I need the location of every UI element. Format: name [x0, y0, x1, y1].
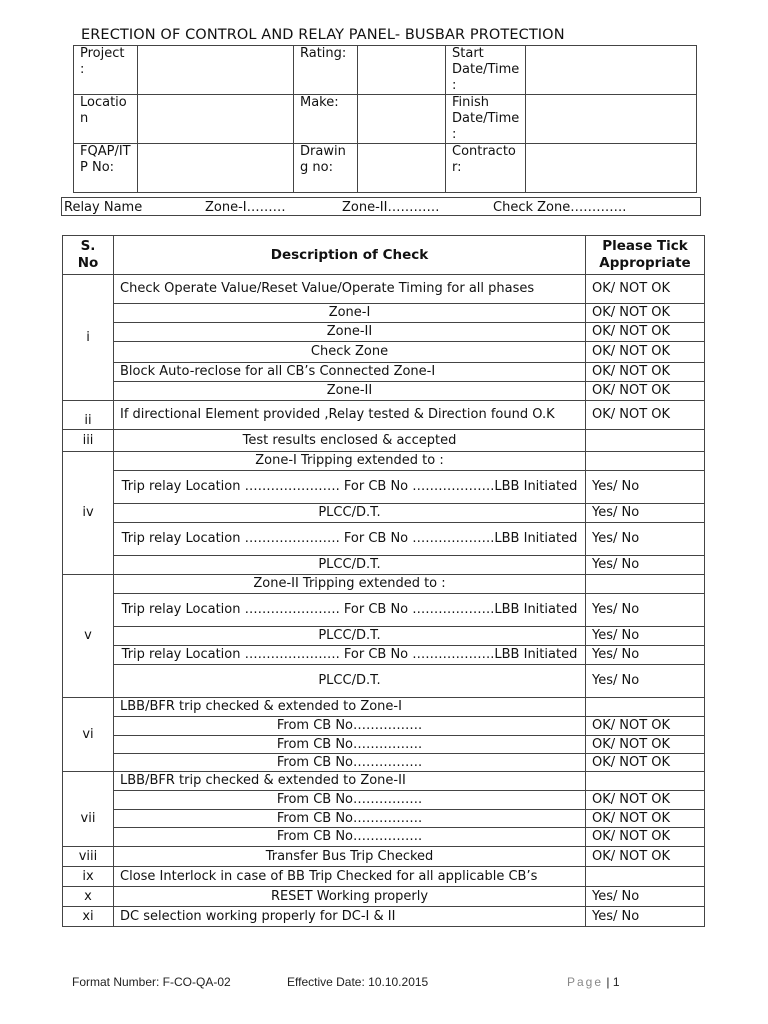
row-number: iii: [63, 430, 114, 452]
check-description: From CB No…………….: [114, 810, 586, 828]
check-row: [63, 665, 705, 698]
check-row: [63, 828, 705, 847]
start-label: Start Date/Time :: [446, 46, 526, 95]
fqap-label: FQAP/ITP No:: [74, 144, 138, 193]
check-description: Test results enclosed & accepted: [114, 430, 586, 452]
check-description: Trip relay Location …………………. For CB No ……………….LBB Initiated: [114, 594, 586, 627]
tick-option[interactable]: Yes/ No: [586, 504, 705, 523]
check-description: Check Operate Value/Reset Value/Operate Timing for all phases: [114, 275, 586, 304]
tick-option[interactable]: Yes/ No: [586, 907, 705, 927]
row-number: xi: [63, 907, 114, 927]
relay-check-zone[interactable]: Check Zone………….: [493, 200, 627, 215]
tick-option[interactable]: Yes/ No: [586, 665, 705, 698]
check-row: [63, 810, 705, 828]
start-value[interactable]: [526, 46, 697, 95]
tick-option[interactable]: OK/ NOT OK: [586, 791, 705, 810]
check-description: Zone-II: [114, 323, 586, 342]
check-row: [63, 772, 705, 791]
check-description: From CB No…………….: [114, 828, 586, 847]
row-number: x: [63, 887, 114, 907]
row-number: vii: [63, 772, 114, 847]
check-description: PLCC/D.T.: [114, 665, 586, 698]
tick-option[interactable]: [586, 772, 705, 791]
check-description: LBB/BFR trip checked & extended to Zone-II: [114, 772, 586, 791]
project-value[interactable]: [138, 46, 294, 95]
relay-zone2[interactable]: Zone-II…………: [342, 200, 440, 215]
check-row: [63, 504, 705, 523]
check-description: Block Auto-reclose for all CB’s Connected Zone-I: [114, 363, 586, 382]
check-description: LBB/BFR trip checked & extended to Zone-I: [114, 698, 586, 717]
check-row: [63, 304, 705, 323]
tick-option[interactable]: OK/ NOT OK: [586, 401, 705, 430]
make-label: Make:: [294, 95, 358, 144]
description-header: Description of Check: [114, 236, 586, 275]
tick-option[interactable]: OK/ NOT OK: [586, 754, 705, 772]
tick-option[interactable]: Yes/ No: [586, 594, 705, 627]
row-number: v: [63, 575, 114, 698]
row-number: ix: [63, 867, 114, 887]
checks-table: [62, 235, 705, 927]
check-row: [63, 401, 705, 430]
page-indicator: [567, 975, 620, 989]
check-row: [63, 323, 705, 342]
check-row: [63, 907, 705, 927]
tick-option[interactable]: Yes/ No: [586, 887, 705, 907]
check-row: [63, 452, 705, 471]
tick-option[interactable]: OK/ NOT OK: [586, 342, 705, 363]
row-number: ii: [63, 401, 114, 430]
check-row: [63, 717, 705, 736]
tick-header: Please Tick Appropriate: [586, 236, 705, 275]
relay-zone1[interactable]: Zone-I………: [205, 200, 286, 215]
project-label: Project :: [74, 46, 138, 95]
check-description: Trip relay Location …………………. For CB No ……………….LBB Initiated: [114, 523, 586, 556]
check-row: [63, 847, 705, 867]
check-row: [63, 646, 705, 665]
drawing-label: Drawing no:: [294, 144, 358, 193]
check-row: [63, 791, 705, 810]
check-row: [63, 698, 705, 717]
tick-option[interactable]: [586, 430, 705, 452]
finish-label: Finish Date/Time :: [446, 95, 526, 144]
relay-name-label: Relay Name: [64, 200, 143, 215]
page-number: | 1: [606, 975, 620, 989]
tick-option[interactable]: OK/ NOT OK: [586, 828, 705, 847]
row-number: i: [63, 275, 114, 401]
check-description: Zone-II Tripping extended to :: [114, 575, 586, 594]
tick-option[interactable]: OK/ NOT OK: [586, 275, 705, 304]
check-row: [63, 471, 705, 504]
check-row: [63, 430, 705, 452]
contractor-value[interactable]: [526, 144, 697, 193]
tick-option[interactable]: [586, 452, 705, 471]
check-row: [63, 627, 705, 646]
check-row: [63, 382, 705, 401]
document-title: ERECTION OF CONTROL AND RELAY PANEL- BUSBAR PROTECTION: [81, 27, 565, 43]
tick-option[interactable]: OK/ NOT OK: [586, 363, 705, 382]
tick-option[interactable]: [586, 698, 705, 717]
tick-option[interactable]: [586, 575, 705, 594]
tick-option[interactable]: [586, 867, 705, 887]
check-row: [63, 556, 705, 575]
rating-value[interactable]: [358, 46, 446, 95]
row-number: viii: [63, 847, 114, 867]
contractor-label: Contractor:: [446, 144, 526, 193]
check-description: From CB No…………….: [114, 754, 586, 772]
check-description: Close Interlock in case of BB Trip Checked for all applicable CB’s: [114, 867, 586, 887]
fqap-value[interactable]: [138, 144, 294, 193]
check-description: Zone-I Tripping extended to :: [114, 452, 586, 471]
tick-option[interactable]: Yes/ No: [586, 471, 705, 504]
format-number: Format Number: F-CO-QA-02: [72, 975, 231, 989]
drawing-value[interactable]: [358, 144, 446, 193]
check-row: [63, 342, 705, 363]
page-label: Page: [567, 975, 604, 989]
tick-option[interactable]: OK/ NOT OK: [586, 382, 705, 401]
tick-option[interactable]: Yes/ No: [586, 523, 705, 556]
check-description: Zone-II: [114, 382, 586, 401]
checks-body: [63, 275, 705, 927]
check-description: Zone-I: [114, 304, 586, 323]
tick-option[interactable]: OK/ NOT OK: [586, 304, 705, 323]
check-description: If directional Element provided ,Relay tested & Direction found O.K: [114, 401, 586, 430]
check-row: [63, 575, 705, 594]
tick-option[interactable]: Yes/ No: [586, 556, 705, 575]
check-row: [63, 754, 705, 772]
location-label: Location: [74, 95, 138, 144]
tick-option[interactable]: OK/ NOT OK: [586, 717, 705, 736]
sno-header: S. No: [63, 236, 114, 275]
check-description: Trip relay Location …………………. For CB No ……………….LBB Initiated: [114, 471, 586, 504]
check-description: Trip relay Location …………………. For CB No ……………….LBB Initiated: [114, 646, 586, 665]
tick-option[interactable]: OK/ NOT OK: [586, 736, 705, 754]
make-value[interactable]: [358, 95, 446, 144]
check-description: Transfer Bus Trip Checked: [114, 847, 586, 867]
check-row: [63, 363, 705, 382]
tick-option[interactable]: Yes/ No: [586, 627, 705, 646]
tick-option[interactable]: OK/ NOT OK: [586, 847, 705, 867]
location-value[interactable]: [138, 95, 294, 144]
tick-option[interactable]: Yes/ No: [586, 646, 705, 665]
tick-option[interactable]: OK/ NOT OK: [586, 323, 705, 342]
check-row: [63, 594, 705, 627]
check-description: From CB No…………….: [114, 717, 586, 736]
effective-date: Effective Date: 10.10.2015: [287, 975, 429, 989]
check-description: RESET Working properly: [114, 887, 586, 907]
row-number: iv: [63, 452, 114, 575]
check-row: [63, 867, 705, 887]
check-description: PLCC/D.T.: [114, 627, 586, 646]
check-row: [63, 523, 705, 556]
check-description: From CB No…………….: [114, 791, 586, 810]
row-number: vi: [63, 698, 114, 772]
finish-value[interactable]: [526, 95, 697, 144]
check-description: DC selection working properly for DC-I & II: [114, 907, 586, 927]
relay-name-row: [61, 197, 701, 216]
check-description: PLCC/D.T.: [114, 504, 586, 523]
tick-option[interactable]: OK/ NOT OK: [586, 810, 705, 828]
project-info-table: [73, 45, 697, 193]
check-description: Check Zone: [114, 342, 586, 363]
check-description: From CB No…………….: [114, 736, 586, 754]
check-row: [63, 275, 705, 304]
check-description: PLCC/D.T.: [114, 556, 586, 575]
check-row: [63, 736, 705, 754]
rating-label: Rating:: [294, 46, 358, 95]
check-row: [63, 887, 705, 907]
